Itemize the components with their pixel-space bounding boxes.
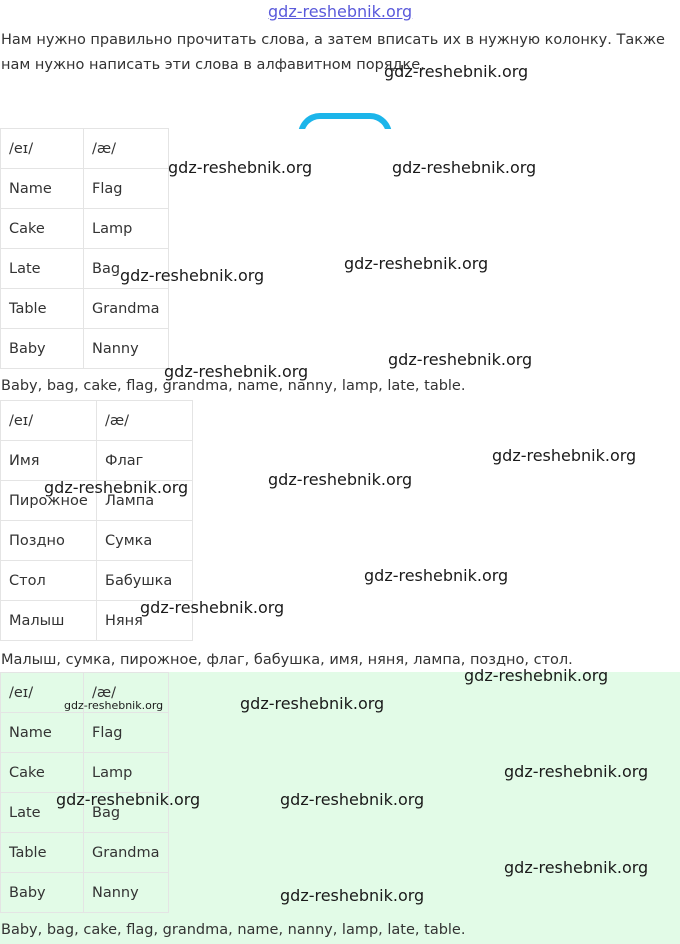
table-cell: Flag	[84, 169, 169, 209]
table-row	[1, 561, 193, 601]
table-row	[1, 329, 169, 369]
watermark: gdz-reshebnik.org	[384, 62, 529, 81]
table-row	[1, 169, 169, 209]
loading-spinner-icon	[298, 113, 392, 153]
watermark: gdz-reshebnik.org	[44, 478, 189, 497]
header-ei: /eɪ/	[1, 401, 97, 441]
header-ei: /eɪ/	[1, 673, 84, 713]
watermark: gdz-reshebnik.org	[364, 566, 509, 585]
table-cell: Lamp	[84, 209, 169, 249]
table-row	[1, 753, 169, 793]
table-cell: Cake	[1, 753, 84, 793]
table-cell: Lamp	[84, 753, 169, 793]
table-row	[1, 833, 169, 873]
table-cell: Nanny	[84, 873, 169, 913]
watermark: gdz-reshebnik.org	[140, 598, 285, 617]
table-cell: Стол	[1, 561, 97, 601]
table-row	[1, 289, 169, 329]
table-cell: Baby	[1, 873, 84, 913]
watermark: gdz-reshebnik.org	[240, 694, 385, 713]
header-ae: /æ/	[84, 129, 169, 169]
alphabetical-sentence-russian: Малыш, сумка, пирожное, флаг, бабушка, имя, няня, лампа, поздно, стол.	[1, 652, 573, 668]
table-cell: Лампа	[97, 481, 193, 521]
table-header-row	[1, 401, 193, 441]
table-cell: Сумка	[97, 521, 193, 561]
alphabetical-sentence-english-repeat: Baby, bag, cake, flag, grandma, name, nanny, lamp, late, table.	[1, 922, 466, 938]
watermark: gdz-reshebnik.org	[280, 790, 425, 809]
watermark: gdz-reshebnik.org	[120, 266, 265, 285]
watermark: gdz-reshebnik.org	[280, 886, 425, 905]
alphabetical-sentence-english: Baby, bag, cake, flag, grandma, name, nanny, lamp, late, table.	[1, 378, 466, 394]
watermark: gdz-reshebnik.org	[168, 158, 313, 177]
header-ei: /eɪ/	[1, 129, 84, 169]
table-cell: Имя	[1, 441, 97, 481]
table-row	[1, 441, 193, 481]
table-cell: Bag	[84, 793, 169, 833]
watermark: gdz-reshebnik.org	[388, 350, 533, 369]
table-cell: Late	[1, 793, 84, 833]
header-ae: /æ/	[97, 401, 193, 441]
table-row	[1, 521, 193, 561]
table-row	[1, 873, 169, 913]
intro-paragraph: Нам нужно правильно прочитать слова, а затем вписать их в нужную колонку. Также нам нужно написать эти слова в алфавитном порядке.	[1, 32, 665, 73]
watermark: gdz-reshebnik.org	[344, 254, 489, 273]
header-ae: /æ/	[84, 673, 169, 713]
table-cell: Grandma	[84, 833, 169, 873]
table-cell: Name	[1, 713, 84, 753]
table-cell: Table	[1, 289, 84, 329]
table-cell: Name	[1, 169, 84, 209]
table-cell: Flag	[84, 713, 169, 753]
table-cell: Table	[1, 833, 84, 873]
watermark: gdz-reshebnik.org	[64, 699, 164, 712]
table-cell: Флаг	[97, 441, 193, 481]
table-cell: Cake	[1, 209, 84, 249]
site-link[interactable]: gdz-reshebnik.org	[268, 2, 413, 21]
watermark: gdz-reshebnik.org	[504, 858, 649, 877]
table-cell: Поздно	[1, 521, 97, 561]
watermark: gdz-reshebnik.org	[492, 446, 637, 465]
watermark: gdz-reshebnik.org	[268, 470, 413, 489]
table-cell: Grandma	[84, 289, 169, 329]
table-row	[1, 713, 169, 753]
table-cell: Nanny	[84, 329, 169, 369]
table-cell: Baby	[1, 329, 84, 369]
table-cell: Малыш	[1, 601, 97, 641]
sounds-table-english	[0, 128, 169, 369]
table-cell: Бабушка	[97, 561, 193, 601]
table-cell: Няня	[97, 601, 193, 641]
watermark: gdz-reshebnik.org	[392, 158, 537, 177]
table-cell: Late	[1, 249, 84, 289]
table-row	[1, 209, 169, 249]
watermark: gdz-reshebnik.org	[56, 790, 201, 809]
watermark: gdz-reshebnik.org	[464, 666, 609, 685]
watermark: gdz-reshebnik.org	[164, 362, 309, 381]
table-header-row	[1, 129, 169, 169]
table-cell: Bag	[84, 249, 169, 289]
table-cell: Пирожное	[1, 481, 97, 521]
watermark: gdz-reshebnik.org	[504, 762, 649, 781]
